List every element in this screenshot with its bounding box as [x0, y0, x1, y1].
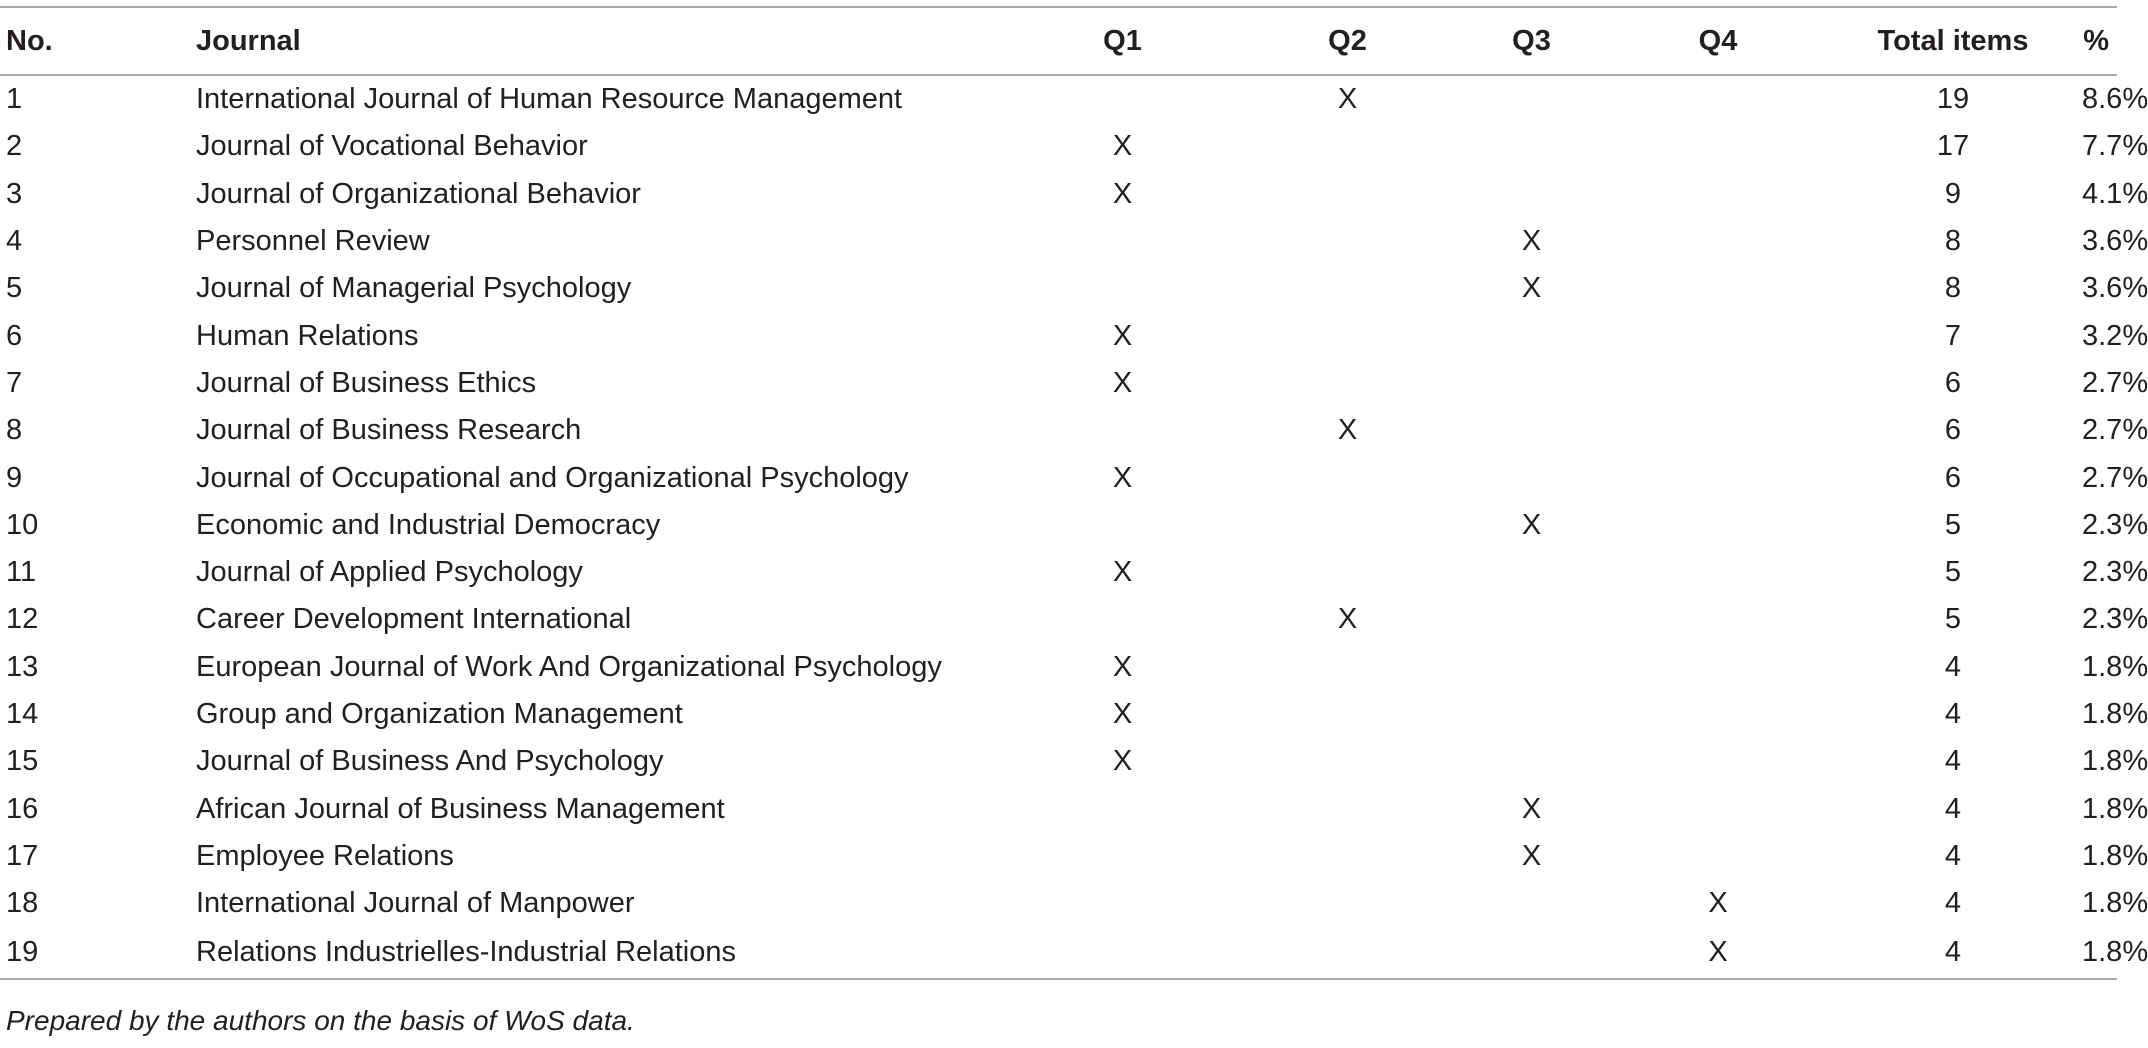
cell-q2: [1260, 833, 1443, 880]
cell-q1: [1049, 265, 1260, 312]
cell-journal: Relations Industrielles-Industrial Relations: [196, 936, 736, 969]
cell-percent: 2.7%: [2082, 461, 2148, 494]
cell-q3: [1443, 360, 1630, 407]
header-percent: %: [2083, 24, 2109, 57]
cell-no: 18: [6, 887, 39, 920]
cell-no: 8: [6, 414, 23, 447]
header-journal: Journal: [196, 24, 301, 57]
table-row: [0, 218, 2117, 265]
cell-journal: Career Development International: [196, 603, 632, 636]
cell-no: 12: [6, 603, 39, 636]
cell-q3: [1443, 312, 1630, 359]
cell-no: 3: [6, 177, 23, 210]
journal-table: [0, 6, 2148, 980]
cell-q2: [1260, 312, 1443, 359]
cell-journal: Journal of Managerial Psychology: [196, 272, 632, 305]
table-row: [0, 75, 2117, 123]
cell-q2: [1260, 218, 1443, 265]
cell-journal: Personnel Review: [196, 225, 430, 258]
cell-q4: [1630, 785, 1812, 832]
cell-q4: [1630, 218, 1812, 265]
cell-q1: [1049, 75, 1260, 123]
cell-q3: [1443, 596, 1630, 643]
header-q2: Q2: [1328, 24, 1367, 57]
cell-total-items: 7: [1944, 319, 1962, 352]
cell-q3: [1443, 927, 1630, 979]
cell-q4: [1630, 360, 1812, 407]
cell-q3: X: [1521, 508, 1542, 541]
table-header: [0, 7, 2117, 75]
cell-q1: X: [1112, 366, 1133, 399]
table-row: [0, 691, 2117, 738]
cell-total-items: 4: [1944, 698, 1962, 730]
cell-q2: [1260, 454, 1443, 501]
cell-percent: 2.7%: [2082, 366, 2148, 399]
cell-q4: [1630, 502, 1812, 549]
header-total-items: Total items: [1877, 24, 2029, 57]
cell-q2: [1260, 644, 1443, 691]
cell-q3: [1443, 454, 1630, 501]
cell-percent: 2.3%: [2082, 603, 2148, 636]
cell-no: 7: [6, 366, 23, 399]
cell-q4: [1630, 265, 1812, 312]
cell-q2: [1260, 123, 1443, 170]
cell-total-items: 19: [1936, 83, 1970, 116]
cell-journal: Journal of Organizational Behavior: [196, 177, 641, 210]
cell-no: 17: [6, 839, 39, 872]
cell-percent: 2.3%: [2082, 556, 2148, 589]
cell-no: 5: [6, 272, 23, 305]
cell-q1: [1049, 502, 1260, 549]
cell-percent: 4.1%: [2082, 177, 2148, 210]
header-no: No.: [6, 24, 53, 57]
cell-percent: 3.2%: [2082, 319, 2148, 352]
table-row: [0, 265, 2117, 312]
cell-journal: Group and Organization Management: [196, 698, 683, 730]
cell-total-items: 4: [1944, 839, 1962, 872]
table-row: [0, 407, 2117, 454]
cell-journal: European Journal of Work And Organizational Psychology: [196, 650, 942, 683]
cell-q3: X: [1521, 272, 1542, 305]
cell-q2: [1260, 785, 1443, 832]
cell-q4: [1630, 454, 1812, 501]
table-row: [0, 596, 2117, 643]
cell-q2: [1260, 171, 1443, 218]
cell-percent: 2.7%: [2082, 414, 2148, 447]
table-row: [0, 454, 2117, 501]
cell-q4: X: [1708, 936, 1728, 969]
cell-q1: X: [1112, 177, 1133, 210]
cell-journal: African Journal of Business Management: [196, 792, 725, 825]
cell-q1: X: [1112, 698, 1133, 730]
cell-q3: [1443, 738, 1630, 785]
cell-q1: [1049, 927, 1260, 979]
cell-percent: 1.8%: [2082, 650, 2148, 683]
cell-total-items: 5: [1944, 556, 1962, 589]
cell-no: 9: [6, 461, 23, 494]
cell-q1: X: [1112, 461, 1133, 494]
cell-percent: 1.8%: [2082, 698, 2148, 730]
cell-q1: X: [1112, 556, 1133, 589]
cell-q3: X: [1521, 839, 1542, 872]
cell-percent: 7.7%: [2082, 130, 2148, 163]
cell-journal: Journal of Business Research: [196, 414, 582, 447]
cell-total-items: 4: [1944, 936, 1962, 969]
cell-q1: [1049, 218, 1260, 265]
cell-q2: [1260, 927, 1443, 979]
cell-q4: [1630, 644, 1812, 691]
cell-no: 14: [6, 698, 39, 730]
cell-journal: Journal of Applied Psychology: [196, 556, 583, 589]
cell-no: 13: [6, 650, 39, 683]
cell-q1: [1049, 833, 1260, 880]
cell-q1: [1049, 407, 1260, 454]
cell-q4: [1630, 549, 1812, 596]
cell-q4: [1630, 596, 1812, 643]
table-row: [0, 880, 2117, 927]
cell-q1: X: [1112, 745, 1133, 778]
cell-total-items: 9: [1944, 177, 1962, 210]
cell-q2: X: [1337, 83, 1358, 116]
cell-no: 4: [6, 225, 23, 258]
cell-journal: International Journal of Human Resource Management: [196, 83, 903, 116]
cell-no: 16: [6, 792, 39, 825]
cell-no: 10: [6, 508, 39, 541]
cell-total-items: 4: [1944, 792, 1962, 825]
cell-no: 6: [6, 319, 23, 352]
table-body: [0, 75, 2148, 979]
cell-journal: International Journal of Manpower: [196, 887, 635, 920]
cell-q2: [1260, 880, 1443, 927]
cell-q1: X: [1112, 650, 1133, 683]
cell-q3: [1443, 549, 1630, 596]
cell-q2: [1260, 738, 1443, 785]
cell-q1: X: [1112, 319, 1133, 352]
cell-q4: [1630, 833, 1812, 880]
cell-total-items: 4: [1944, 887, 1962, 920]
cell-journal: Economic and Industrial Democracy: [196, 508, 661, 541]
cell-percent: 3.6%: [2082, 272, 2148, 305]
cell-q2: [1260, 502, 1443, 549]
table-row: [0, 785, 2117, 832]
cell-q1: [1049, 785, 1260, 832]
cell-total-items: 6: [1944, 366, 1962, 399]
cell-total-items: 5: [1944, 508, 1962, 541]
cell-total-items: 4: [1944, 650, 1962, 683]
cell-q1: X: [1112, 130, 1133, 163]
cell-total-items: 4: [1944, 745, 1962, 778]
cell-q3: [1443, 407, 1630, 454]
cell-journal: Journal of Business Ethics: [196, 366, 537, 399]
table-row: [0, 549, 2117, 596]
cell-no: 15: [6, 745, 39, 778]
cell-q4: [1630, 738, 1812, 785]
cell-percent: 1.8%: [2082, 792, 2148, 825]
cell-q4: X: [1708, 887, 1728, 920]
cell-q3: X: [1521, 792, 1542, 825]
cell-q4: [1630, 123, 1812, 170]
cell-q2: X: [1337, 603, 1358, 636]
cell-q3: [1443, 75, 1630, 123]
cell-q3: [1443, 691, 1630, 738]
cell-percent: 1.8%: [2082, 936, 2148, 969]
cell-q2: [1260, 549, 1443, 596]
cell-no: 2: [6, 130, 23, 163]
table-footnote: Prepared by the authors on the basis of WoS data.: [6, 1005, 635, 1036]
table-row: [0, 738, 2117, 785]
cell-percent: 8.6%: [2082, 83, 2148, 116]
cell-total-items: 8: [1944, 225, 1962, 258]
table-row: [0, 927, 2117, 979]
cell-q3: [1443, 123, 1630, 170]
cell-q2: [1260, 265, 1443, 312]
table-row: [0, 502, 2117, 549]
cell-q3: [1443, 171, 1630, 218]
cell-q1: [1049, 880, 1260, 927]
cell-journal: Human Relations: [196, 319, 419, 352]
cell-q4: [1630, 691, 1812, 738]
cell-q2: [1260, 691, 1443, 738]
cell-q4: [1630, 171, 1812, 218]
table-row: [0, 171, 2117, 218]
table-row: [0, 833, 2117, 880]
header-q4: Q4: [1698, 24, 1738, 57]
cell-journal: Journal of Business And Psychology: [196, 745, 664, 778]
cell-q4: [1630, 407, 1812, 454]
header-q3: Q3: [1512, 24, 1551, 57]
cell-percent: 1.8%: [2082, 745, 2148, 778]
cell-total-items: 17: [1936, 130, 1970, 163]
cell-q1: [1049, 596, 1260, 643]
header-q1: Q1: [1103, 24, 1142, 57]
cell-q3: [1443, 880, 1630, 927]
cell-no: 1: [6, 83, 23, 116]
cell-percent: 1.8%: [2082, 887, 2148, 920]
cell-total-items: 8: [1944, 272, 1962, 305]
cell-total-items: 5: [1944, 603, 1962, 636]
table-row: [0, 360, 2117, 407]
cell-q2: X: [1337, 414, 1358, 447]
cell-percent: 1.8%: [2082, 839, 2148, 872]
cell-percent: 3.6%: [2082, 225, 2148, 258]
cell-q3: X: [1521, 225, 1542, 258]
cell-total-items: 6: [1944, 461, 1962, 494]
cell-q4: [1630, 75, 1812, 123]
cell-no: 19: [6, 936, 39, 969]
cell-journal: Journal of Vocational Behavior: [196, 130, 588, 163]
cell-percent: 2.3%: [2082, 508, 2148, 541]
table-row: [0, 644, 2117, 691]
cell-q3: [1443, 644, 1630, 691]
cell-no: 11: [6, 556, 37, 589]
cell-q2: [1260, 360, 1443, 407]
header-row: [0, 7, 2117, 75]
table-row: [0, 312, 2117, 359]
cell-journal: Journal of Occupational and Organizational Psychology: [196, 461, 909, 494]
cell-journal: Employee Relations: [196, 839, 454, 872]
table-row: [0, 123, 2117, 170]
cell-total-items: 6: [1944, 414, 1962, 447]
cell-q4: [1630, 312, 1812, 359]
